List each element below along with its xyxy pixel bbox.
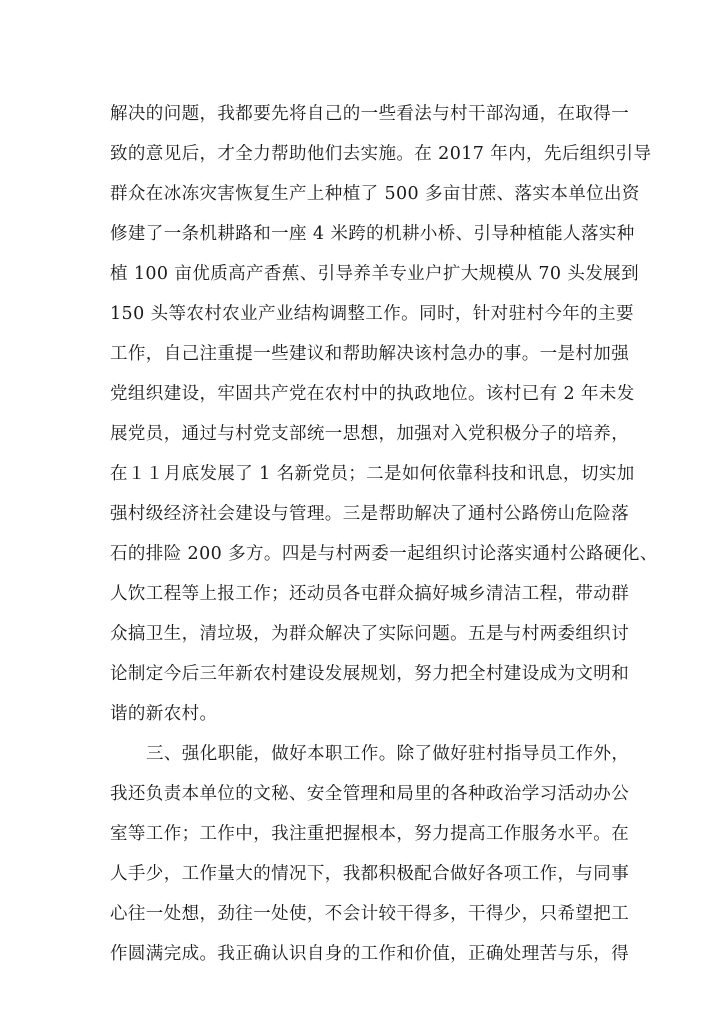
text-line: 石的排险 200 多方。四是与村两委一起组织讨论落实通村公路硬化、 [110,544,658,564]
text-line: 众搞卫生，清垃圾，为群众解决了实际问题。五是与村两委组织讨 [110,624,630,644]
text-line: 室等工作；工作中，我注重把握根本，努力提高工作服务水平。在 [110,824,630,844]
text-line: 植 100 亩优质高产香蕉、引导养羊专业户扩大规模从 70 头发展到 [110,264,640,284]
text-line: 谐的新农村。 [110,704,218,724]
text-line: 我还负责本单位的文秘、安全管理和局里的各种政治学习活动办公 [110,784,630,804]
text-line: 人饮工程等上报工作；还动员各屯群众搞好城乡清洁工程，带动群 [110,584,630,604]
text-line: 在１１月底发展了 1 名新党员；二是如何依靠科技和讯息，切实加 [110,464,635,484]
text-line: 工作，自己注重提一些建议和帮助解决该村急办的事。一是村加强 [110,344,630,364]
section-three-heading-line: 三、强化职能，做好本职工作。除了做好驻村指导员工作外， [146,744,630,764]
text-line: 解决的问题，我都要先将自己的一些看法与村干部沟通，在取得一 [110,104,630,124]
text-line: 致的意见后，才全力帮助他们去实施。在 2017 年内，先后组织引导 [110,144,652,164]
text-line: 党组织建设，牢固共产党在农村中的执政地位。该村已有 2 年未发 [110,384,635,404]
text-line: 展党员，通过与村党支部统一思想，加强对入党积极分子的培养， [110,424,630,444]
text-line: 群众在冰冻灾害恢复生产上种植了 500 多亩甘蔗、落实本单位出资 [110,184,640,204]
text-line: 强村级经济社会建设与管理。三是帮助解决了通村公路傍山危险落 [110,504,630,524]
text-line: 作圆满完成。我正确认识自身的工作和价值，正确处理苦与乐，得 [110,944,630,964]
text-line: 修建了一条机耕路和一座 4 米跨的机耕小桥、引导种植能人落实种 [110,224,635,244]
text-line: 心往一处想，劲往一处使，不会计较干得多，干得少，只希望把工 [110,904,630,924]
text-line: 150 头等农村农业产业结构调整工作。同时，针对驻村今年的主要 [110,304,634,324]
text-line: 论制定今后三年新农村建设发展规划，努力把全村建设成为文明和 [110,664,630,684]
text-line: 人手少，工作量大的情况下，我都积极配合做好各项工作，与同事 [110,864,630,884]
